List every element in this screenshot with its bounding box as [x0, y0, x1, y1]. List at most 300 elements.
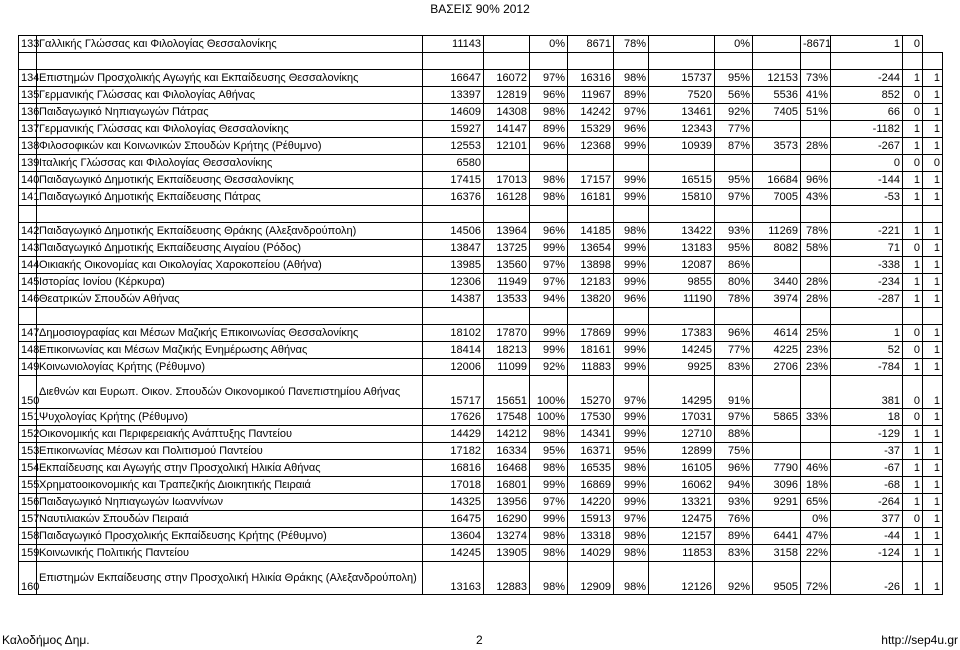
department-name: Ιταλικής Γλώσσας και Φιλολογίας Θεσσαλονίκης: [37, 155, 423, 172]
table-row: [19, 342, 943, 359]
table-row: [19, 223, 943, 240]
table-cell: 92%: [715, 104, 753, 121]
footer-author: Καλοδήμος Δημ.: [2, 633, 90, 647]
department-name: Οικιακής Οικονομίας και Οικολογίας Χαροκοπείου (Αθήνα): [37, 257, 423, 274]
table-cell: [484, 308, 530, 325]
table-cell: 96%: [801, 172, 831, 189]
table-cell: 8082: [753, 240, 801, 257]
row-number: 154: [19, 460, 37, 477]
table-cell: 11949: [484, 274, 530, 291]
table-row: [19, 172, 943, 189]
table-cell: 1: [903, 443, 923, 460]
table-cell: 1: [923, 477, 943, 494]
department-name: Εκπαίδευσης και Αγωγής στην Προσχολική Ηλικία Αθήνας: [37, 460, 423, 477]
table-cell: 98%: [530, 104, 568, 121]
table-cell: 0: [903, 155, 923, 172]
table-cell: 13560: [484, 257, 530, 274]
table-cell: 12006: [423, 359, 484, 376]
table-cell: 1: [903, 138, 923, 155]
table-cell: 13397: [423, 87, 484, 104]
table-spacer-row: [19, 308, 943, 325]
table-cell: 14212: [484, 426, 530, 443]
table-cell: [923, 308, 943, 325]
table-cell: 97%: [530, 274, 568, 291]
table-cell: 78%: [715, 291, 753, 308]
table-cell: 852: [831, 87, 903, 104]
table-cell: 6580: [423, 155, 484, 172]
table-cell: 13461: [649, 104, 715, 121]
table-cell: [530, 53, 568, 70]
table-cell: 12368: [568, 138, 614, 155]
table-cell: 12883: [484, 562, 530, 595]
table-cell: 1: [903, 426, 923, 443]
table-cell: [923, 53, 943, 70]
row-number: 148: [19, 342, 37, 359]
table-cell: 83%: [715, 545, 753, 562]
table-cell: 1: [923, 376, 943, 409]
table-cell: 17870: [484, 325, 530, 342]
table-cell: 1: [923, 104, 943, 121]
department-name: Οικονομικής και Περιφερειακής Ανάπτυξης Παντείου: [37, 426, 423, 443]
table-cell: 14295: [649, 376, 715, 409]
department-name: Παιδαγωγικό Δημοτικής Εκπαίδευσης Θεσσαλονίκης: [37, 172, 423, 189]
table-cell: 16535: [568, 460, 614, 477]
table-cell: 56%: [715, 87, 753, 104]
table-cell: 7790: [753, 460, 801, 477]
table-cell: 99%: [530, 477, 568, 494]
table-cell: 17182: [423, 443, 484, 460]
table-cell: -124: [831, 545, 903, 562]
table-cell: 1: [923, 189, 943, 206]
table-cell: 83%: [715, 359, 753, 376]
table-cell: [423, 206, 484, 223]
table-row: [19, 477, 943, 494]
table-cell: 13533: [484, 291, 530, 308]
table-cell: [715, 53, 753, 70]
table-cell: -784: [831, 359, 903, 376]
table-cell: [614, 206, 649, 223]
table-cell: [831, 53, 903, 70]
table-cell: 13725: [484, 240, 530, 257]
table-cell: [649, 36, 715, 53]
table-cell: 1: [923, 291, 943, 308]
table-cell: 7520: [649, 87, 715, 104]
table-cell: 0%: [801, 511, 831, 528]
table-row: [19, 138, 943, 155]
table-cell: [530, 155, 568, 172]
table-cell: 17157: [568, 172, 614, 189]
table-cell: 22%: [801, 545, 831, 562]
table-cell: 1: [923, 274, 943, 291]
table-cell: 58%: [801, 240, 831, 257]
department-name: Γερμανικής Γλώσσας και Φιλολογίας Αθήνας: [37, 87, 423, 104]
table-row: [19, 409, 943, 426]
table-cell: 1: [903, 274, 923, 291]
department-name: Παιδαγωγικό Προσχολικής Εκπαίδευσης Κρήτης (Ρέθυμνο): [37, 528, 423, 545]
table-cell: 11099: [484, 359, 530, 376]
table-cell: 5865: [753, 409, 801, 426]
table-cell: 99%: [530, 342, 568, 359]
table-cell: 15810: [649, 189, 715, 206]
table-cell: 13905: [484, 545, 530, 562]
table-cell: 12126: [649, 562, 715, 595]
table-cell: [37, 53, 423, 70]
table-row: [19, 70, 943, 87]
table-cell: [715, 206, 753, 223]
table-cell: -1182: [831, 121, 903, 138]
table-cell: 1: [923, 545, 943, 562]
table-cell: 96%: [715, 460, 753, 477]
table-cell: 18102: [423, 325, 484, 342]
row-number: 134: [19, 70, 37, 87]
table-cell: 88%: [715, 426, 753, 443]
table-cell: 94%: [715, 477, 753, 494]
table-cell: 100%: [530, 376, 568, 409]
row-number: 146: [19, 291, 37, 308]
table-cell: 15651: [484, 376, 530, 409]
table-cell: 13274: [484, 528, 530, 545]
table-cell: 12183: [568, 274, 614, 291]
department-name: Δημοσιογραφίας και Μέσων Μαζικής Επικοινωνίας Θεσσαλονίκης: [37, 325, 423, 342]
table-cell: [530, 308, 568, 325]
table-cell: 99%: [614, 325, 649, 342]
table-cell: 0: [903, 325, 923, 342]
table-cell: 78%: [801, 223, 831, 240]
table-cell: 33%: [801, 409, 831, 426]
table-row: [19, 257, 943, 274]
table-cell: 99%: [614, 138, 649, 155]
table-row: [19, 189, 943, 206]
table-cell: 77%: [715, 121, 753, 138]
table-cell: 11883: [568, 359, 614, 376]
table-cell: [484, 53, 530, 70]
results-table: [18, 35, 943, 595]
table-row: [19, 528, 943, 545]
table-cell: 7405: [753, 104, 801, 121]
table-cell: 13820: [568, 291, 614, 308]
table-cell: 13654: [568, 240, 614, 257]
table-cell: 98%: [530, 189, 568, 206]
table-cell: 16684: [753, 172, 801, 189]
table-cell: 1: [903, 562, 923, 595]
table-cell: 14245: [423, 545, 484, 562]
table-cell: 92%: [530, 359, 568, 376]
table-cell: 13422: [649, 223, 715, 240]
table-cell: 99%: [614, 240, 649, 257]
table-cell: 97%: [530, 257, 568, 274]
table-cell: [801, 426, 831, 443]
row-number: 153: [19, 443, 37, 460]
table-cell: 0: [903, 87, 923, 104]
table-cell: [801, 257, 831, 274]
page-header-title: ΒΑΣΕΙΣ 90% 2012: [430, 2, 530, 16]
table-cell: 96%: [614, 121, 649, 138]
table-cell: -287: [831, 291, 903, 308]
table-cell: 28%: [801, 274, 831, 291]
table-cell: 1: [831, 36, 903, 53]
table-cell: 7005: [753, 189, 801, 206]
row-number: 150: [19, 376, 37, 409]
table-cell: [831, 308, 903, 325]
table-cell: [923, 206, 943, 223]
table-cell: 377: [831, 511, 903, 528]
table-cell: 96%: [530, 223, 568, 240]
department-name: Διεθνών και Ευρωπ. Οικον. Σπουδών Οικονομικού Πανεπιστημίου Αθήνας: [37, 376, 423, 409]
table-cell: [19, 308, 37, 325]
table-cell: 0: [923, 155, 943, 172]
table-cell: 18213: [484, 342, 530, 359]
table-row: [19, 511, 943, 528]
table-cell: [903, 206, 923, 223]
table-cell: [903, 53, 923, 70]
table-cell: 0: [831, 155, 903, 172]
department-name: Φιλοσοφικών και Κοινωνικών Σπουδών Κρήτης (Ρέθυμνο): [37, 138, 423, 155]
table-cell: 95%: [614, 443, 649, 460]
table-cell: [568, 206, 614, 223]
table-cell: [801, 308, 831, 325]
table-row: [19, 359, 943, 376]
table-cell: 14429: [423, 426, 484, 443]
table-cell: 96%: [715, 325, 753, 342]
table-cell: 1: [831, 325, 903, 342]
table-cell: 41%: [801, 87, 831, 104]
department-name: Θεατρικών Σπουδών Αθήνας: [37, 291, 423, 308]
table-cell: 78%: [614, 36, 649, 53]
table-cell: 1: [903, 545, 923, 562]
table-cell: 13964: [484, 223, 530, 240]
table-cell: 13318: [568, 528, 614, 545]
table-cell: 12306: [423, 274, 484, 291]
row-number: 133: [19, 36, 37, 53]
table-cell: 13321: [649, 494, 715, 511]
table-row: [19, 443, 943, 460]
table-cell: [801, 443, 831, 460]
table-cell: 13604: [423, 528, 484, 545]
table-cell: 1: [903, 257, 923, 274]
department-name: Επιστημών Εκπαίδευσης στην Προσχολική Ηλικία Θράκης (Αλεξανδρούπολη): [37, 562, 423, 595]
table-cell: 98%: [530, 562, 568, 595]
table-cell: [649, 155, 715, 172]
table-cell: 98%: [530, 528, 568, 545]
table-row: [19, 121, 943, 138]
table-cell: 15270: [568, 376, 614, 409]
table-cell: 11967: [568, 87, 614, 104]
table-cell: 1: [903, 359, 923, 376]
table-cell: 3158: [753, 545, 801, 562]
table-cell: -234: [831, 274, 903, 291]
table-cell: 0: [903, 36, 923, 53]
table-cell: 76%: [715, 511, 753, 528]
table-cell: -26: [831, 562, 903, 595]
row-number: 156: [19, 494, 37, 511]
table-cell: 12553: [423, 138, 484, 155]
table-cell: 14609: [423, 104, 484, 121]
table-cell: 94%: [530, 291, 568, 308]
row-number: 141: [19, 189, 37, 206]
table-cell: [753, 308, 801, 325]
table-cell: 1: [903, 460, 923, 477]
table-cell: [568, 53, 614, 70]
table-cell: [649, 308, 715, 325]
table-row: [19, 562, 943, 595]
row-number: 136: [19, 104, 37, 121]
table-cell: 97%: [715, 409, 753, 426]
table-cell: [614, 308, 649, 325]
table-cell: 17869: [568, 325, 614, 342]
table-cell: 16128: [484, 189, 530, 206]
table-cell: 3974: [753, 291, 801, 308]
department-name: Γερμανικής Γλώσσας και Φιλολογίας Θεσσαλονίκης: [37, 121, 423, 138]
department-name: Χρηματοοικονομικής και Τραπεζικής Διοικητικής Πειραιά: [37, 477, 423, 494]
table-cell: [903, 308, 923, 325]
table-cell: 98%: [614, 562, 649, 595]
table-cell: 16181: [568, 189, 614, 206]
table-cell: 16647: [423, 70, 484, 87]
table-row: [19, 274, 943, 291]
table-cell: 9291: [753, 494, 801, 511]
table-cell: 1: [903, 172, 923, 189]
table-cell: -44: [831, 528, 903, 545]
table-cell: [37, 206, 423, 223]
table-cell: 5536: [753, 87, 801, 104]
table-cell: 381: [831, 376, 903, 409]
table-cell: 4225: [753, 342, 801, 359]
table-cell: [801, 155, 831, 172]
page-footer: [0, 633, 960, 649]
table-cell: 14220: [568, 494, 614, 511]
footer-page-number: 2: [476, 633, 483, 647]
table-cell: 99%: [530, 325, 568, 342]
row-number: 144: [19, 257, 37, 274]
table-cell: [19, 206, 37, 223]
table-cell: 9855: [649, 274, 715, 291]
table-cell: [831, 206, 903, 223]
table-cell: [614, 155, 649, 172]
table-cell: 1: [923, 409, 943, 426]
table-cell: [715, 155, 753, 172]
table-cell: 73%: [801, 70, 831, 87]
table-cell: 1: [903, 477, 923, 494]
table-cell: 1: [923, 562, 943, 595]
table-cell: 1: [903, 528, 923, 545]
table-cell: 1: [923, 426, 943, 443]
table-cell: 0%: [715, 36, 753, 53]
table-cell: 99%: [614, 494, 649, 511]
table-cell: [753, 121, 801, 138]
table-cell: 16816: [423, 460, 484, 477]
row-number: 135: [19, 87, 37, 104]
table-cell: -267: [831, 138, 903, 155]
table-cell: 28%: [801, 291, 831, 308]
table-cell: 12819: [484, 87, 530, 104]
table-cell: 98%: [530, 545, 568, 562]
table-spacer-row: [19, 206, 943, 223]
table-cell: 99%: [614, 342, 649, 359]
table-cell: 97%: [614, 511, 649, 528]
table-cell: 13847: [423, 240, 484, 257]
table-cell: 9925: [649, 359, 715, 376]
department-name: Επικοινωνίας Μέσων και Πολιτισμού Παντείου: [37, 443, 423, 460]
row-number: 155: [19, 477, 37, 494]
table-cell: [753, 155, 801, 172]
table-cell: 0: [903, 376, 923, 409]
department-name: Κοινωνικής Πολιτικής Παντείου: [37, 545, 423, 562]
table-cell: 18%: [801, 477, 831, 494]
department-name: Παιδαγωγικό Δημοτικής Εκπαίδευσης Θράκης (Αλεξανδρούπολη): [37, 223, 423, 240]
table-row: [19, 87, 943, 104]
table-cell: 89%: [715, 528, 753, 545]
table-cell: 14506: [423, 223, 484, 240]
row-number: 159: [19, 545, 37, 562]
department-name: Κοινωνιολογίας Κρήτης (Ρέθυμνο): [37, 359, 423, 376]
department-name: Παιδαγωγικό Νηπιαγωγών Πάτρας: [37, 104, 423, 121]
department-name: Γαλλικής Γλώσσας και Φιλολογίας Θεσσαλονίκης: [37, 36, 423, 53]
table-cell: 3440: [753, 274, 801, 291]
table-cell: 80%: [715, 274, 753, 291]
table-cell: -129: [831, 426, 903, 443]
table-cell: 1: [903, 223, 923, 240]
table-cell: 14185: [568, 223, 614, 240]
table-cell: 14029: [568, 545, 614, 562]
table-cell: 8671: [568, 36, 614, 53]
table-cell: 75%: [715, 443, 753, 460]
table-cell: 12710: [649, 426, 715, 443]
table-cell: 17018: [423, 477, 484, 494]
table-cell: [530, 206, 568, 223]
table-cell: 1: [903, 121, 923, 138]
table-cell: 16062: [649, 477, 715, 494]
table-cell: 1: [903, 291, 923, 308]
table-cell: [753, 511, 801, 528]
table-cell: -144: [831, 172, 903, 189]
table-cell: 1: [923, 70, 943, 87]
table-cell: 1: [903, 494, 923, 511]
row-number: 158: [19, 528, 37, 545]
table-cell: [753, 426, 801, 443]
row-number: 139: [19, 155, 37, 172]
table-cell: 16376: [423, 189, 484, 206]
row-number: 152: [19, 426, 37, 443]
table-cell: 15329: [568, 121, 614, 138]
table-cell: [568, 155, 614, 172]
table-cell: 18161: [568, 342, 614, 359]
table-cell: [753, 206, 801, 223]
table-cell: 1: [923, 87, 943, 104]
table-cell: 98%: [530, 460, 568, 477]
table-row: [19, 104, 943, 121]
table-cell: 1: [923, 223, 943, 240]
page-header: [0, 2, 960, 16]
department-name: Παιδαγωγικό Νηπιαγωγών Ιωαννίνων: [37, 494, 423, 511]
table-cell: 17415: [423, 172, 484, 189]
table-cell: 12101: [484, 138, 530, 155]
table-cell: 98%: [614, 460, 649, 477]
table-cell: 12909: [568, 562, 614, 595]
table-cell: 1: [923, 325, 943, 342]
table-cell: 97%: [715, 189, 753, 206]
table-cell: 97%: [530, 70, 568, 87]
table-cell: 99%: [530, 240, 568, 257]
table-cell: [484, 206, 530, 223]
table-cell: 11269: [753, 223, 801, 240]
table-cell: 28%: [801, 138, 831, 155]
table-cell: 16515: [649, 172, 715, 189]
table-cell: 99%: [614, 477, 649, 494]
table-cell: 46%: [801, 460, 831, 477]
footer-url: http://sep4u.gr: [881, 633, 958, 647]
table-cell: 91%: [715, 376, 753, 409]
table-cell: 12343: [649, 121, 715, 138]
